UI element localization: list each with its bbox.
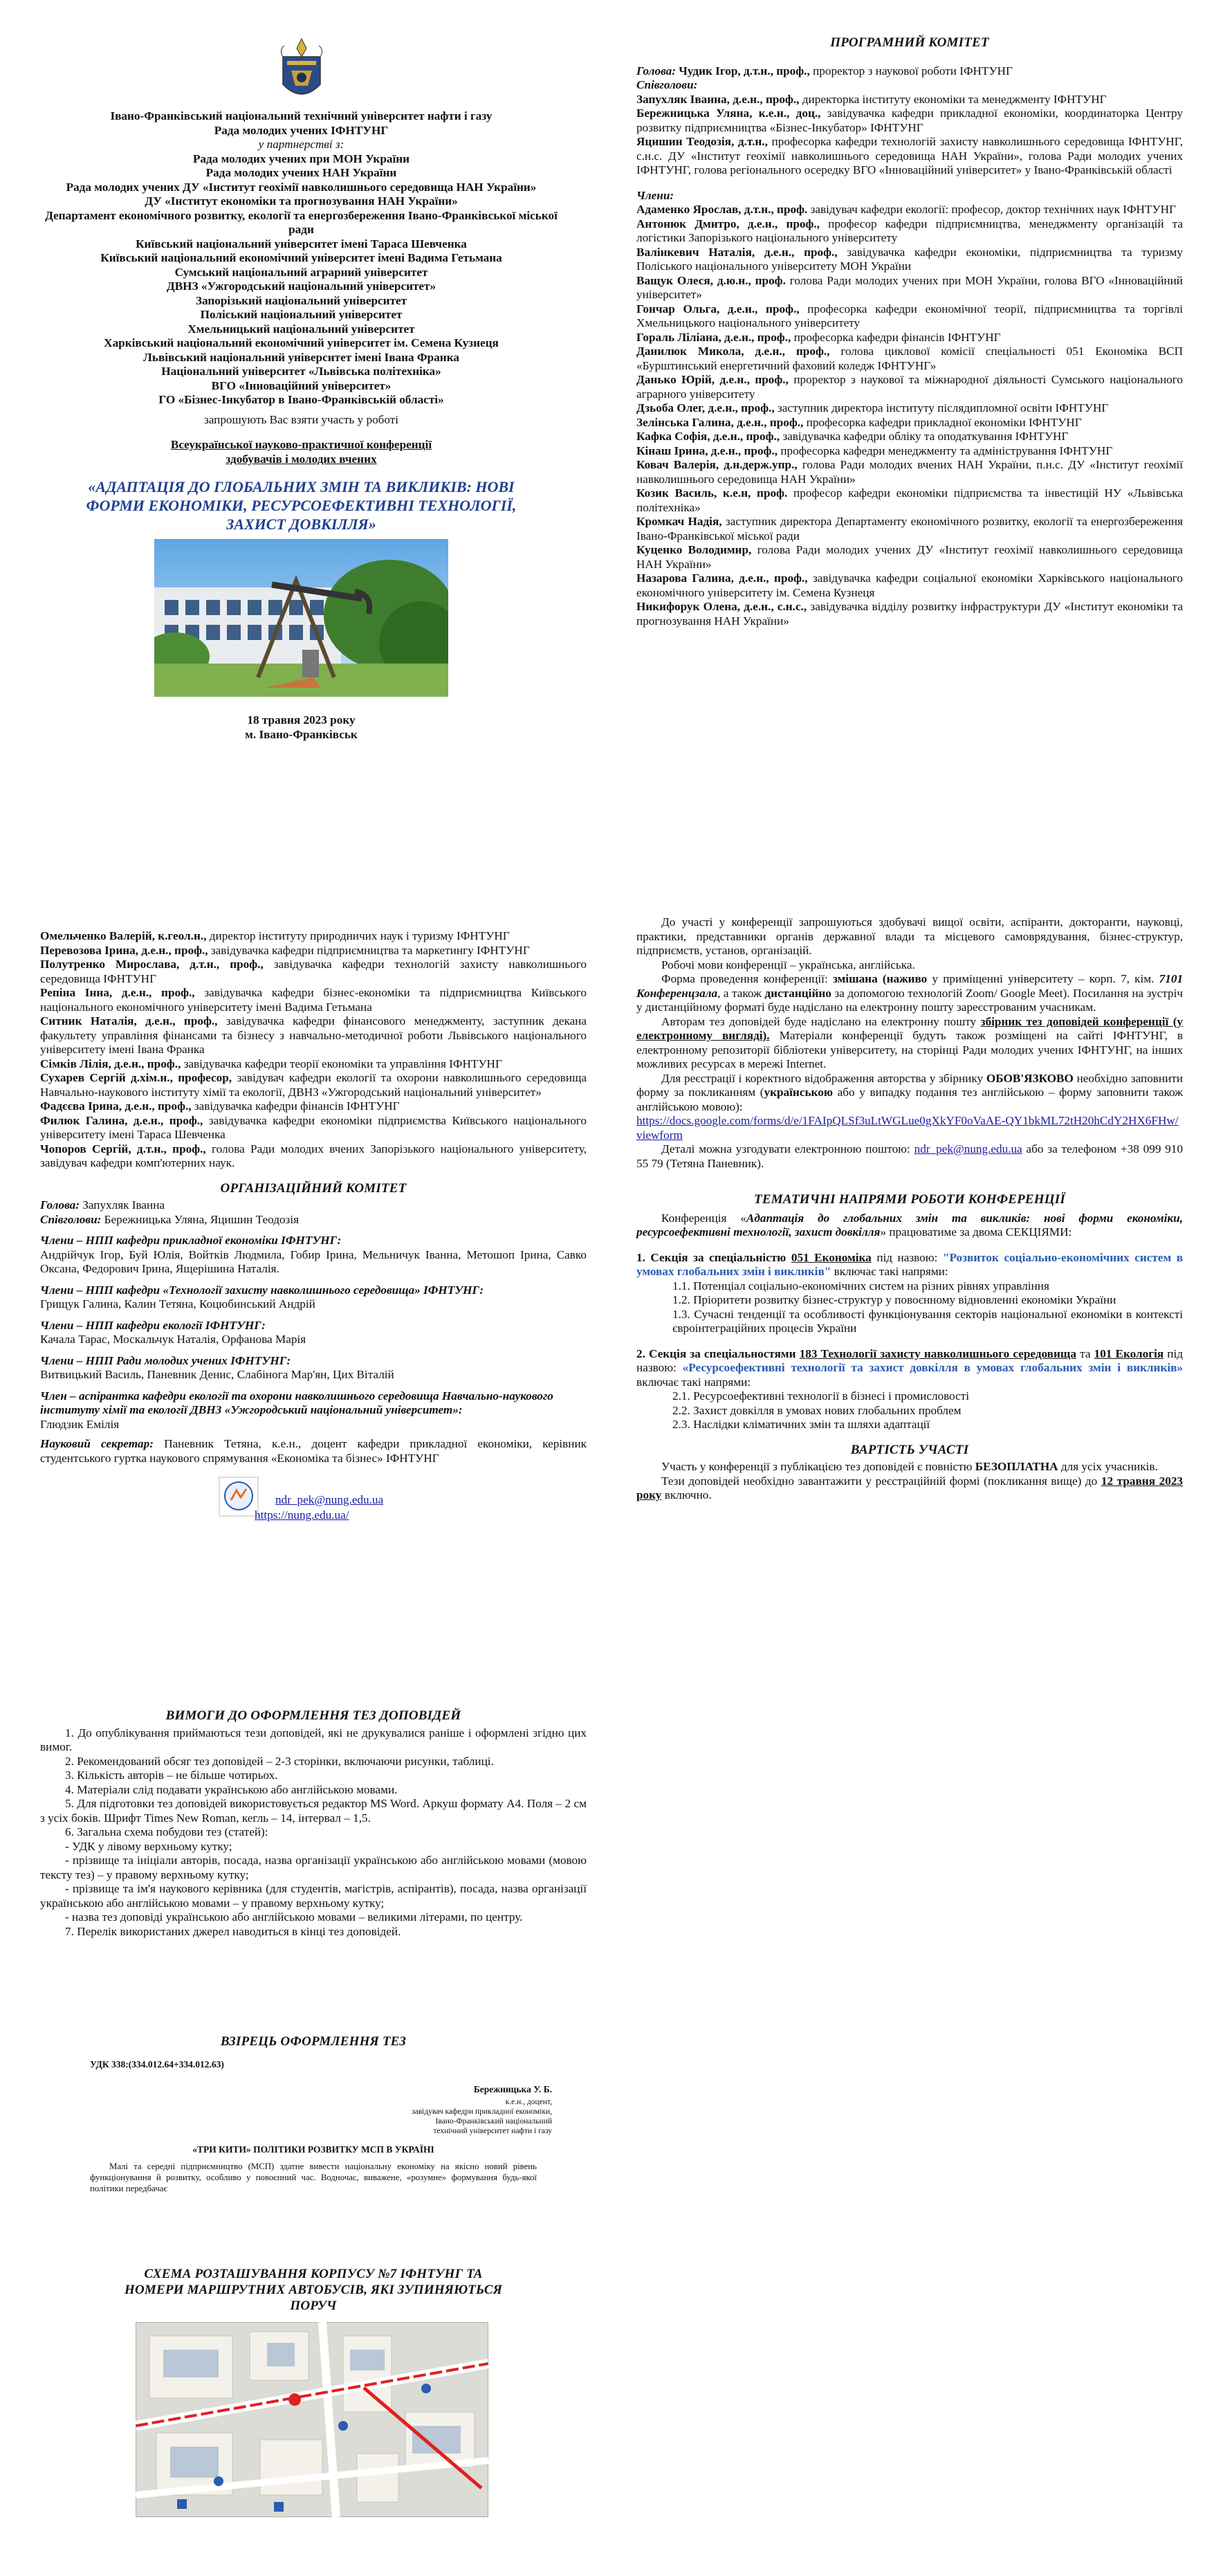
- program-members-label: Члени:: [636, 188, 674, 202]
- sample-title: «ТРИ КИТИ» ПОЛІТИКИ РОЗВИТКУ МСП В УКРАЇНІ: [192, 2144, 434, 2155]
- requirements-scheme-list: [40, 1840, 587, 1925]
- org-committee-group: [40, 1284, 587, 1312]
- committee-member: [636, 203, 1183, 217]
- committee-member: [40, 958, 587, 986]
- committee-member: [636, 107, 1183, 135]
- directions-intro: Конференція «Адаптація до глобальних змін та викликів: нові форми економіки, ресурсоефективні технології, захист довкілля» працюватиме за двома СЕКЦІЯМИ:: [636, 1211, 1183, 1239]
- partner-name: Рада молодих учених ДУ «Інститут геохімії навколишнього середовища НАН України»: [66, 180, 537, 194]
- member-description: професорка кафедри технологій захисту навколишнього середовища ІФНТУНГ, с.н.с. ДУ «Інститут геохімії навколишнього середовища НАН України», голова Ради молодих учених ІФНТУНГ, голова регіонального осередку ВГО «Інноваційний університет» у Івано-Франківській області: [636, 135, 1184, 176]
- member-name: Ситник Наталія, д.е.н., проф.,: [40, 1014, 218, 1027]
- cost-deadline-text: Тези доповідей необхідно завантажити у реєстраційній формі (покликання вище) до 12 травня 2023 року включно.: [636, 1474, 1184, 1501]
- partner-name: Запорізький національний університет: [195, 293, 407, 307]
- group-label: Члени – НПП кафедри екології ІФНТУНГ:: [40, 1318, 266, 1332]
- participation-invite: До участі у конференції запрошуються здобувачі вищої освіти, аспіранти, докторанти, науковці, практики, представники органів державної влади та місцевого самоврядування, бізнес-структур, підприємств, установ, організацій.: [636, 915, 1183, 957]
- committee-member: [636, 572, 1183, 600]
- member-name: Адаменко Ярослав, д.т.н., проф.: [636, 203, 808, 216]
- program-cochairs-label: Співголови:: [636, 78, 698, 91]
- member-name: Репіна Інна, д.е.н., проф.,: [40, 986, 195, 999]
- website-link[interactable]: https://nung.edu.ua/: [255, 1508, 349, 1522]
- sample-udk: УДК 338:(334.012.64+334.012.63): [90, 2058, 224, 2070]
- member-description: завідувачка кафедри економіки, підприємництва та туризму Поліського національного університету МОН України: [636, 245, 1183, 273]
- program-members-list: [636, 203, 1183, 628]
- committee-member: [636, 345, 1183, 373]
- member-name: Валінкевич Наталія, д.е.н., проф.,: [636, 245, 838, 259]
- committee-member: [636, 515, 1183, 543]
- registration-form-link[interactable]: https://docs.google.com/forms/d/e/1FAIpQLSf3uLtWGLue0gXkYF0oVaAE-QY1bkML72tH20hCdY2HX6FHw/viewform: [636, 1114, 1179, 1142]
- member-description: заступник директора інституту післядипломної освіти ІФНТУНГ: [777, 401, 1109, 414]
- committee-member: [636, 444, 1183, 459]
- committee-member: [636, 246, 1183, 274]
- requirement-item: 3. Кількість авторів – не більше чотирьох.: [65, 1769, 278, 1782]
- committee-member: [636, 217, 1183, 246]
- committee-member: [40, 944, 587, 958]
- member-description: заступник директора Департаменту економічного розвитку, екології та енергозбереження Івано-Франківської міської ради: [636, 515, 1183, 542]
- group-members: Глюдзик Емілія: [40, 1417, 120, 1431]
- requirement-item: 2. Рекомендований обсяг тез доповідей – 2-3 сторінки, включаючи рисунки, таблиці.: [65, 1754, 494, 1768]
- committee-member: [636, 274, 1183, 302]
- member-description: завідувачка кафедри фінансового менеджменту, заступник декана факультету управління фінансами та бізнесу з навчально-методичної роботи Львівського національного університету імені Івана Франка: [40, 1014, 587, 1056]
- committee-member: [636, 430, 1183, 444]
- direction-item: 1.1. Потенціал соціально-економічних систем на різних рівнях управління: [672, 1279, 1049, 1292]
- member-description: завідувачка кафедри прикладної економіки, координаторка Центру розвитку підприємництва «Бізнес-Інкубатор» ІФНТУНГ: [636, 107, 1183, 134]
- direction-item: 2.3. Наслідки кліматичних змін та шляхи адаптації: [672, 1418, 930, 1431]
- org-committee-heading: ОРГАНІЗАЦІЙНИЙ КОМІТЕТ: [220, 1180, 407, 1196]
- requirements-heading: ВИМОГИ ДО ОФОРМЛЕННЯ ТЕЗ ДОПОВІДЕЙ: [165, 1708, 461, 1723]
- committee-member: [636, 302, 1183, 331]
- university-name: Івано-Франківський національний технічний університет нафти і газу: [110, 109, 493, 122]
- member-name: Полутренко Мирослава, д.т.н., проф.,: [40, 958, 264, 971]
- map-heading: СХЕМА РОЗТАШУВАННЯ КОРПУСУ №7 ІФНТУНГ ТА НОМЕРИ МАРШРУТНИХ АВТОБУСІВ, ЯКІ ЗУПИНЯЮТЬСЯ ПОРУЧ: [124, 2267, 503, 2313]
- member-description: професорка кафедри фінансів ІФНТУНГ: [793, 330, 1001, 344]
- committee-member: [40, 1114, 587, 1142]
- group-label: Член – аспірантка кафедри екології та охорони навколишнього середовища Навчально-наукового інституту хімії та екології ДВНЗ «Ужгородський національний університет»:: [40, 1389, 553, 1416]
- direction-item: 1.2. Пріоритети розвитку бізнес-структур у повоєнному відновленні економіки України: [672, 1293, 1116, 1306]
- member-name: Бережницька Уляна, к.е.н., доц.,: [636, 107, 821, 120]
- sample-text: Малі та середні підприємництво (МСП) здатне вивести національну економіку на якісно новий рівень функціонування й розвитку, особливо у повоєнний час. Водночас, виважене, «розумне» формування будь-якої політики передбачає: [90, 2162, 537, 2193]
- program-members-continued-list: [40, 929, 587, 1171]
- member-description: директорка інституту економіки та менеджменту ІФНТУНГ: [802, 92, 1107, 106]
- group-members: Грищук Галина, Калин Тетяна, Коцюбинський Андрій: [40, 1297, 315, 1310]
- section-1: 1. Секція за спеціальністю 051 Економіка під назвою: "Розвиток соціально-економічних систем в умовах глобальних змін і викликів" включає такі напрями:: [636, 1250, 1183, 1278]
- campus-photo: [154, 539, 448, 697]
- member-name: Кінаш Ірина, д.е.н., проф.,: [636, 444, 778, 457]
- member-name: Сухарев Сергій д.хім.н., професор,: [40, 1071, 232, 1084]
- scheme-item: - назва тез доповіді українською або англійською мовами – великими літерами, по центру.: [65, 1910, 523, 1924]
- member-description: завідувачка кафедри бізнес-економіки та підприємництва Київського національного економічного університету імені Вадима Гетьмана: [40, 986, 587, 1014]
- member-description: голова циклової комісії спеціальності 051 Економіка ВСП «Бурштинський енергетичний фаховий коледж ІФНТУНГ»: [636, 345, 1184, 372]
- registration-info: Для реєстрації і коректного відображення авторства у збірнику ОБОВ'ЯЗКОВО необхідно заповнити форму за покликанням (українською або у випадку подання тез англійською – форму заповнити також англійською мовою):: [636, 1071, 1184, 1113]
- member-description: голова Ради молодих вчених Запорізького національного університету, завідувач кафедри комп'ютерних наук.: [40, 1142, 587, 1169]
- member-name: Запухляк Іванна, д.е.н., проф.,: [636, 92, 800, 106]
- org-chair: Голова: Запухляк Іванна: [40, 1198, 165, 1212]
- campus-map: [136, 2322, 488, 2517]
- direction-item: 2.1. Ресурсоефективні технології в бізнесі і промисловості: [672, 1389, 970, 1403]
- member-name: Зелінська Галина, д.е.н., проф.,: [636, 415, 804, 429]
- member-name: Назарова Галина, д.е.н., проф.,: [636, 572, 808, 585]
- member-name: Данилюк Микола, д.е.н., проф.,: [636, 345, 830, 358]
- direction-item: 1.3. Сучасні тенденції та особливості функціонування секторів національної економіки в контексті євроінтеграційних процесів України: [672, 1307, 1183, 1335]
- partner-name: Поліський національний університет: [200, 308, 403, 321]
- member-description: завідувач кафедри екології: професор, доктор технічних наук ІФНТУНГ: [810, 203, 1176, 216]
- conference-type-line-1: Всеукраїнської науково-практичної конференції: [170, 438, 432, 451]
- committee-member: [636, 373, 1183, 401]
- requirements-section: [40, 1709, 587, 1939]
- committee-member: [636, 135, 1183, 178]
- committee-member: [636, 416, 1183, 430]
- member-name: Филюк Галина, д.е.н., проф.,: [40, 1113, 203, 1127]
- committee-member: [40, 1142, 587, 1171]
- conference-type-line-2: здобувачів і молодих вчених: [226, 452, 377, 466]
- member-description: професорка кафедри економічної теорії, підприємництва та торгівлі Хмельницького національного університету: [636, 302, 1183, 329]
- member-name: Сімків Лілія, д.е.н., проф.,: [40, 1057, 181, 1070]
- committee-member: [636, 486, 1183, 515]
- partners-list: [40, 152, 562, 408]
- conference-format: Форма проведення конференції: змішана (наживо у приміщенні університету – корп. 7, кім. 7101 Конференцзала, а також дистанційно за допомогою технологій Zoom/ Google Meet). Посилання на зустріч у дистанційному форматі буде надіслано на електронну пошту зареєстрованим учасникам.: [636, 972, 1184, 1014]
- org-committee-group: [40, 1319, 587, 1347]
- group-members: Витвицький Василь, Паневник Денис, Слабінога Мар'ян, Цих Віталій: [40, 1368, 394, 1381]
- partner-name: Київський національний університет імені Тараса Шевченка: [136, 237, 467, 250]
- member-description: професорка кафедри менеджменту та адміністрування ІФНТУНГ: [780, 444, 1113, 457]
- program-committee-heading: ПРОГРАМНИЙ КОМІТЕТ: [830, 35, 989, 50]
- partner-name: Рада молодих учених НАН України: [205, 166, 397, 179]
- member-description: голова Ради молодих учених ДУ «Інститут геохімії навколишнього середовища НАН України»: [636, 543, 1184, 571]
- requirement-item: 1. До опублікування приймаються тези доповідей, які не друкувалися раніше і оформлені згідно цих вимог.: [40, 1726, 587, 1753]
- org-committee-group: [40, 1389, 587, 1432]
- requirement-item: 4. Матеріали слід подавати українською або англійською мовами.: [65, 1782, 398, 1796]
- email-link[interactable]: ndr_pek@nung.edu.ua: [275, 1493, 384, 1506]
- committee-member: [636, 401, 1183, 416]
- partner-name: Департамент економічного розвитку, екології та енергозбереження Івано-Франківської міської ради: [45, 208, 558, 236]
- committee-member: [636, 458, 1183, 486]
- member-description: голова Ради молодих учених при МОН України, голова ВГО «Інноваційний університет»: [636, 273, 1183, 301]
- council-name: Рада молодих учених ІФНТУНГ: [214, 123, 389, 137]
- committee-member: [636, 543, 1183, 572]
- committee-member: [636, 331, 1183, 345]
- requirement-item: 5. Для підготовки тез доповідей використовується редактор MS Word. Аркуш формату А4. Поля – 2 см з усіх боків. Шрифт Times New Roman, кегль – 14, інтервал – 1,5.: [40, 1797, 587, 1825]
- section-2: 2. Секція за спеціальностями 183 Технології захисту навколишнього середовища та 101 Екологія під назвою: «Ресурсоефективні технології та захист довкілля в умовах глобальних змін і викликів» включає такі напрями:: [636, 1346, 1184, 1389]
- university-crest-icon: [277, 36, 326, 105]
- committee-member: [40, 1057, 587, 1072]
- partner-name: Національний університет «Львівська політехніка»: [161, 365, 441, 378]
- sample-section: [40, 2035, 587, 2194]
- cost-free-text: Участь у конференції з публікацією тез доповідей є повністю БЕЗОПЛАТНА для усіх учасників.: [661, 1460, 1158, 1473]
- partner-name: Київський національний економічний університет імені Вадима Гетьмана: [100, 251, 502, 264]
- member-description: завідувач кафедри екології та охорони навколишнього середовища Навчально-наукового інституту хімії та екології, ДВНЗ «Ужгородський національний університет»: [40, 1071, 587, 1099]
- sample-author-line: Івано-Франківський національний: [435, 2117, 552, 2126]
- committee-member: [40, 1014, 587, 1057]
- member-description: проректор з наукової та міжнародної діяльності Сумського національного аграрного університету: [636, 373, 1183, 401]
- member-name: Гончар Ольга, д.е.н., проф.,: [636, 302, 800, 316]
- section-1-directions: [636, 1279, 1183, 1336]
- program-committee-continued: [40, 929, 587, 1525]
- conference-date: 18 травня 2023 року: [247, 713, 356, 727]
- invite-text: запрошують Вас взяти участь у роботі: [203, 412, 399, 426]
- member-description: голова Ради молодих вчених НАН України, п.н.с. ДУ «Інститут геохімії навколишнього середовища НАН України»: [636, 458, 1184, 486]
- program-cochairs-list: [636, 93, 1183, 178]
- registration-form-link-line: [636, 1114, 1183, 1142]
- program-chair: Голова: Чудик Ігор, д.т.н., проф., проректор з наукової роботи ІФНТУНГ: [636, 64, 1013, 77]
- cost-heading: ВАРТІСТЬ УЧАСТІ: [850, 1442, 969, 1457]
- program-committee: [636, 36, 1183, 628]
- member-name: Куценко Володимир,: [636, 543, 752, 556]
- partner-name: Львівський національний університет імені Івана Франка: [143, 350, 459, 364]
- requirements-list: [40, 1726, 587, 1840]
- member-description: директор інституту природничих наук і туризму ІФНТУНГ: [209, 929, 510, 942]
- contact-email-link[interactable]: ndr_pek@nung.edu.ua: [914, 1142, 1022, 1155]
- scheme-item: - УДК у лівому верхньому кутку;: [65, 1839, 232, 1853]
- committee-member: [636, 93, 1183, 107]
- proceedings-info: Авторам тез доповідей буде надіслано на електронну пошту збірник тез доповідей конференції (у електронному вигляді). Матеріали конференції будуть також розміщені на сайті ІФНТУНГ, в електронному репозиторії бібліотеки університету, на сторінці Ради молодих учених ІФНТУНГ, на інших можливих ресурсах в мережі Internet.: [636, 1014, 1184, 1070]
- member-description: завідувачка кафедри фінансів ІФНТУНГ: [194, 1099, 400, 1113]
- scheme-item: - прізвище та ім'я наукового керівника (для студентів, магістрів, аспірантів), посада, назва організації українською або англійською мовами – у правому верхньому кутку;: [40, 1882, 587, 1910]
- working-languages: Робочі мови конференції – українська, англійська.: [661, 958, 915, 971]
- member-name: Фадєєва Ірина, д.е.н., проф.,: [40, 1099, 192, 1113]
- scientific-secretary: Науковий секретар: Паневник Тетяна, к.е.н., доцент кафедри прикладної економіки, керівник студентського гуртка наукового спрямування «Економіка та бізнес» ІФНТУНГ: [40, 1437, 587, 1465]
- requirements-last-item: 7. Перелік використаних джерел наводиться в кінці тез доповідей.: [65, 1924, 401, 1938]
- participation-section: [636, 915, 1183, 1503]
- scheme-item: - прізвище та ініціали авторів, посада, назва організації українською або англійською мовами (мовою тексту тез) – у правому верхньому кутку;: [40, 1854, 587, 1881]
- org-committee-group: [40, 1234, 587, 1277]
- sample-author: Бережницька У. Б.: [473, 2084, 552, 2094]
- member-name: Перевозова Ірина, д.е.н., проф.,: [40, 943, 208, 957]
- member-description: завідувачка кафедри соціальної економіки Харківського національного економічного університету ім. Семена Кузнеця: [636, 572, 1183, 599]
- cover-section: [40, 36, 562, 742]
- member-name: Данько Юрій, д.е.н., проф.,: [636, 373, 789, 386]
- sample-author-line: технічний університет нафти і газу: [433, 2126, 552, 2135]
- conference-title: «АДАПТАЦІЯ ДО ГЛОБАЛЬНИХ ЗМІН ТА ВИКЛИКІВ: НОВІ ФОРМИ ЕКОНОМІКИ, РЕСУРСОЕФЕКТИВНІ ТЕХНОЛОГІЇ, ЗАХИСТ ДОВКІЛЛЯ»: [86, 478, 517, 533]
- contacts-block: [40, 1477, 587, 1525]
- partner-name: ГО «Бізнес-Інкубатор в Івано-Франківській області»: [158, 393, 444, 406]
- member-description: завідувачка кафедри економіки підприємства Київського національного університету імені Тараса Шевченка: [40, 1113, 587, 1141]
- partners-label: у партнерстві з:: [258, 138, 344, 151]
- partner-name: Рада молодих учених при МОН України: [192, 152, 410, 165]
- partner-name: ВГО «Інноваційний університет»: [211, 378, 392, 392]
- conference-city: м. Івано-Франківськ: [245, 727, 358, 741]
- member-name: Козик Василь, к.е.н, проф.: [636, 486, 788, 500]
- committee-member: [40, 929, 587, 944]
- partner-name: ДУ «Інститут економіки та прогнозування НАН України»: [145, 194, 458, 208]
- member-description: професорка кафедри прикладної економіки ІФНТУНГ: [806, 415, 1082, 429]
- member-name: Кафка Софія, д.е.н., проф.,: [636, 430, 780, 443]
- committee-member: [636, 600, 1183, 628]
- group-members: Качала Тарас, Москальчук Наталія, Орфанова Марія: [40, 1333, 306, 1346]
- member-name: Ващук Олеся, д.ю.н., проф.: [636, 273, 786, 287]
- member-name: Дзьоба Олег, д.е.н., проф.,: [636, 401, 775, 414]
- committee-member: [40, 1099, 587, 1114]
- member-name: Кромкач Надія,: [636, 515, 722, 528]
- member-description: завідувачка кафедри теорії економіки та управління ІФНТУНГ: [183, 1057, 502, 1070]
- sample-author-line: к.е.н., доцент,: [505, 2097, 552, 2106]
- member-name: Гораль Ліліана, д.е.н., проф.,: [636, 330, 791, 344]
- committee-member: [40, 1071, 587, 1099]
- map-section: [40, 2266, 587, 2517]
- member-name: Ковач Валерія, д.н.держ.упр.,: [636, 458, 798, 471]
- member-name: Никифорук Олена, д.е.н., с.н.с.,: [636, 600, 807, 613]
- sample-author-line: завідувач кафедри прикладної економіки,: [412, 2107, 552, 2116]
- group-members: Андрійчук Ігор, Буй Юлія, Войтків Людмила, Гобир Ірина, Мельничук Іванна, Метошоп Ірина, Савко Оксана, Федорович Ірина, Ящерішина Наталія.: [40, 1248, 587, 1275]
- member-description: завідувачка кафедри підприємництва та маркетингу ІФНТУНГ: [210, 943, 530, 957]
- org-cochairs: Співголови: Бережницька Уляна, Яцишин Теодозія: [40, 1212, 300, 1226]
- directions-heading: ТЕМАТИЧНІ НАПРЯМИ РОБОТИ КОНФЕРЕНЦІЇ: [754, 1192, 1065, 1207]
- partner-name: Харківський національний економічний університет ім. Семена Кузнеця: [104, 336, 499, 349]
- member-name: Антонюк Дмитро, д.е.н., проф.,: [636, 217, 820, 230]
- circle-logo-icon: [219, 1477, 259, 1517]
- sample-author-lines: [40, 2097, 587, 2136]
- org-committee-groups: [40, 1234, 587, 1432]
- committee-member: [40, 986, 587, 1014]
- section-2-directions: [636, 1389, 1183, 1432]
- sample-heading: ВЗІРЕЦЬ ОФОРМЛЕННЯ ТЕЗ: [220, 2034, 407, 2049]
- member-name: Омельченко Валерій, к.геол.н.,: [40, 929, 207, 942]
- org-committee-group: [40, 1354, 587, 1382]
- member-description: завідувачка кафедри обліку та оподаткування ІФНТУНГ: [782, 430, 1069, 443]
- partner-name: ДВНЗ «Ужгородський національний університет»: [166, 280, 436, 293]
- member-name: Яцишин Теодозія, д.т.н.,: [636, 135, 768, 148]
- member-description: професор кафедри підприємництва, менеджменту організацій та логістики Запорізького національного університету: [636, 217, 1184, 244]
- member-description: завідувачка кафедри технологій захисту навколишнього середовища ІФНТУНГ: [40, 958, 587, 985]
- member-description: професор кафедри економіки підприємства та інвестицій НУ «Львівська політехніка»: [636, 486, 1183, 514]
- member-description: завідувачка відділу розвитку інфраструктури ДУ «Інститут економіки та прогнозування НАН України»: [636, 600, 1183, 628]
- partner-name: Хмельницький національний університет: [187, 322, 415, 336]
- group-label: Члени – НПП кафедри прикладної економіки ІФНТУНГ:: [40, 1234, 342, 1247]
- member-name: Чопоров Сергій, д.т.н., проф.,: [40, 1142, 206, 1155]
- contact-details: Деталі можна узгодувати електронною поштою: ndr_pek@nung.edu.ua або за телефоном +38 099 910 55 79 (Тетяна Паневник).: [636, 1142, 1183, 1170]
- requirement-item: 6. Загальна схема побудови тез (статей):: [65, 1825, 268, 1838]
- direction-item: 2.2. Захист довкілля в умовах нових глобальних проблем: [672, 1403, 962, 1417]
- group-label: Члени – НПП кафедри «Технології захисту навколишнього середовища» ІФНТУНГ:: [40, 1283, 484, 1297]
- group-label: Члени – НПП Ради молодих учених ІФНТУНГ:: [40, 1353, 291, 1367]
- partner-name: Сумський національний аграрний університет: [174, 265, 428, 279]
